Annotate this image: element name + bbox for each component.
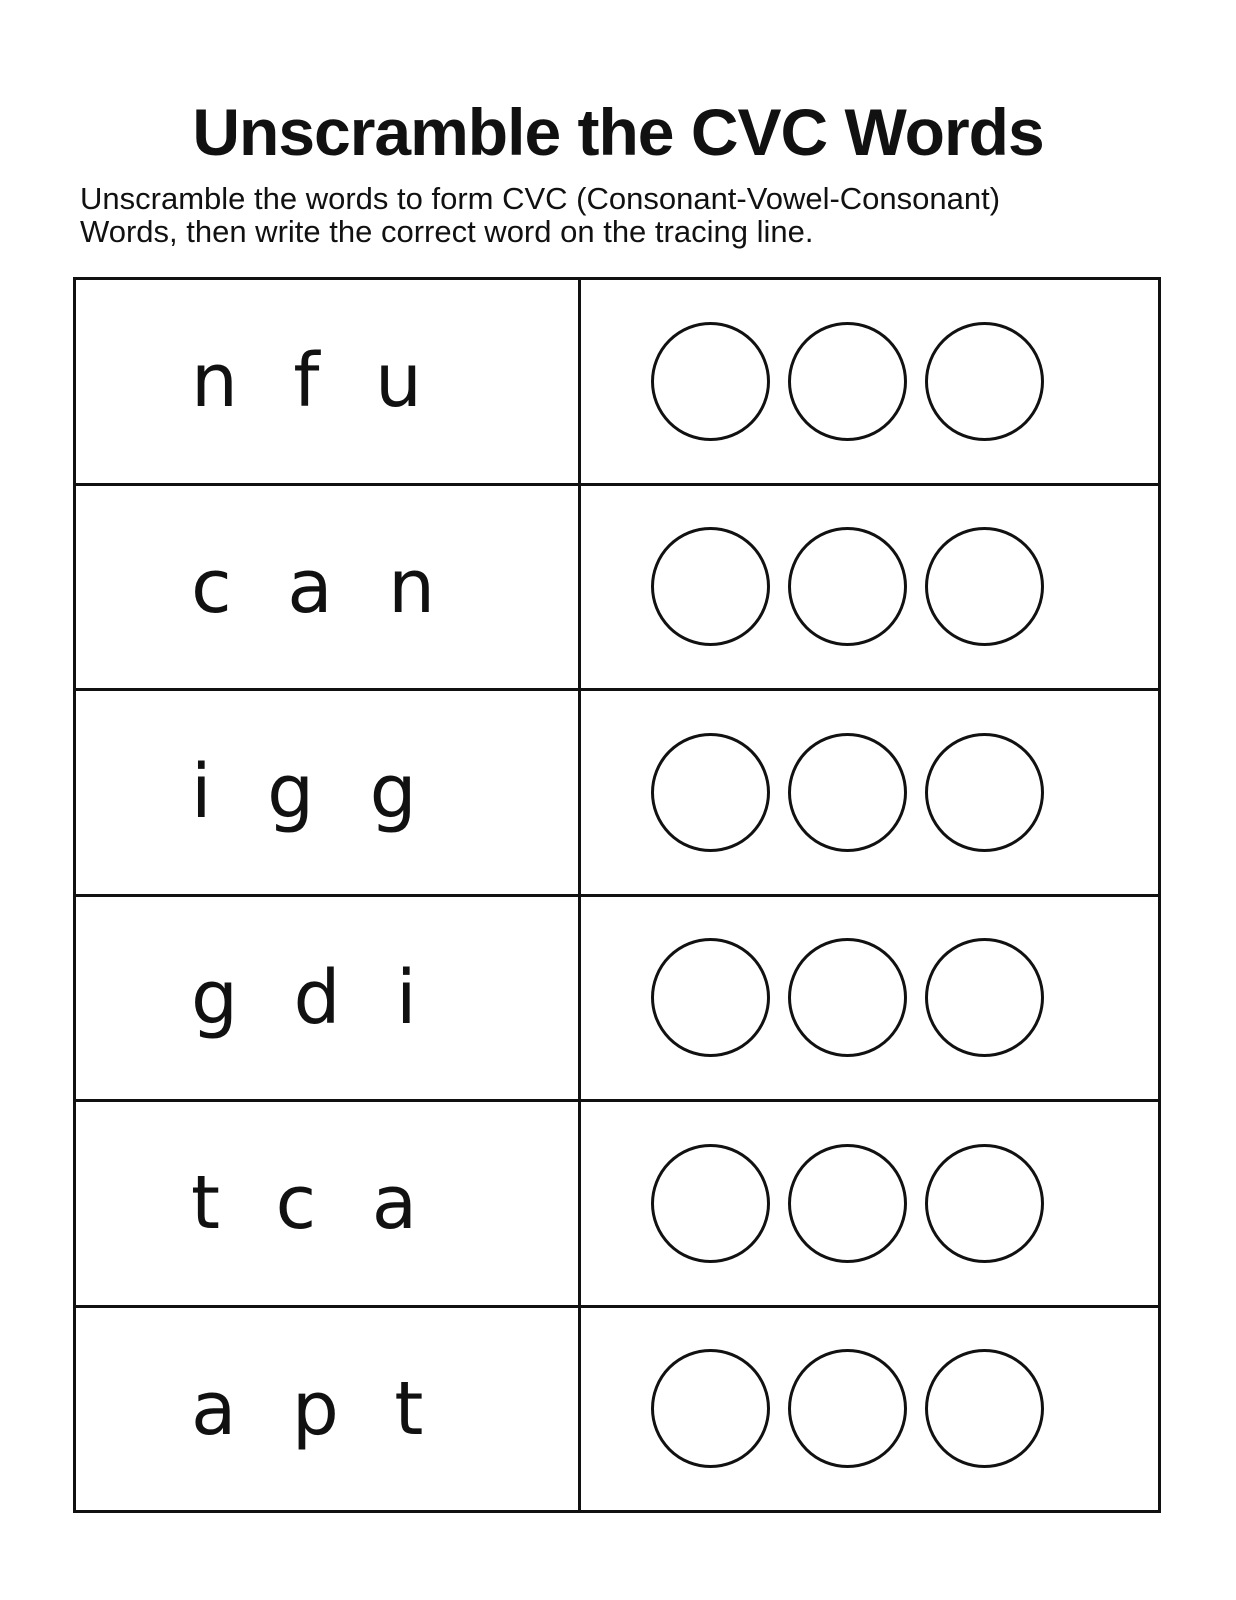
answer-circle[interactable] [788, 733, 907, 852]
scrambled-word-cell [76, 280, 581, 483]
instructions-line-2: Words, then write the correct word on the tracing line. [80, 214, 814, 249]
answer-circle[interactable] [788, 1349, 907, 1468]
table-row [76, 688, 1158, 894]
scrambled-word-cell [76, 1308, 581, 1511]
answer-circle[interactable] [925, 1349, 1044, 1468]
instructions-line-1: Unscramble the words to form CVC (Consonant-Vowel-Consonant) [80, 181, 1001, 216]
answer-circle[interactable] [788, 938, 907, 1057]
instructions [80, 182, 1180, 248]
answer-cell [581, 1102, 1158, 1305]
worksheet-table [73, 277, 1161, 1513]
answer-cell [581, 1308, 1158, 1511]
scrambled-word: c a n [191, 543, 449, 630]
answer-circle[interactable] [651, 527, 770, 646]
table-row [76, 483, 1158, 689]
answer-circle[interactable] [925, 1144, 1044, 1263]
table-row [76, 280, 1158, 483]
scrambled-word-cell [76, 897, 581, 1100]
scrambled-word-cell [76, 486, 581, 689]
answer-circle[interactable] [788, 1144, 907, 1263]
answer-circle[interactable] [788, 322, 907, 441]
answer-cell [581, 486, 1158, 689]
answer-circle[interactable] [651, 938, 770, 1057]
answer-circle[interactable] [651, 322, 770, 441]
answer-circle[interactable] [651, 1349, 770, 1468]
scrambled-word-cell [76, 1102, 581, 1305]
answer-circle[interactable] [925, 322, 1044, 441]
scrambled-word-cell [76, 691, 581, 894]
answer-cell [581, 691, 1158, 894]
worksheet-title: Unscramble the CVC Words [192, 95, 1044, 169]
answer-circle[interactable] [651, 1144, 770, 1263]
table-row [76, 1099, 1158, 1305]
answer-circle[interactable] [788, 527, 907, 646]
scrambled-word: n f u [191, 338, 436, 425]
answer-circle[interactable] [651, 733, 770, 852]
answer-cell [581, 280, 1158, 483]
scrambled-word: a p t [191, 1365, 438, 1452]
scrambled-word: t c a [191, 1160, 432, 1247]
answer-circle[interactable] [925, 938, 1044, 1057]
scrambled-word: i g g [191, 749, 431, 836]
answer-circle[interactable] [925, 733, 1044, 852]
table-row [76, 894, 1158, 1100]
table-row [76, 1305, 1158, 1511]
answer-circle[interactable] [925, 527, 1044, 646]
answer-cell [581, 897, 1158, 1100]
scrambled-word: g d i [191, 954, 431, 1041]
